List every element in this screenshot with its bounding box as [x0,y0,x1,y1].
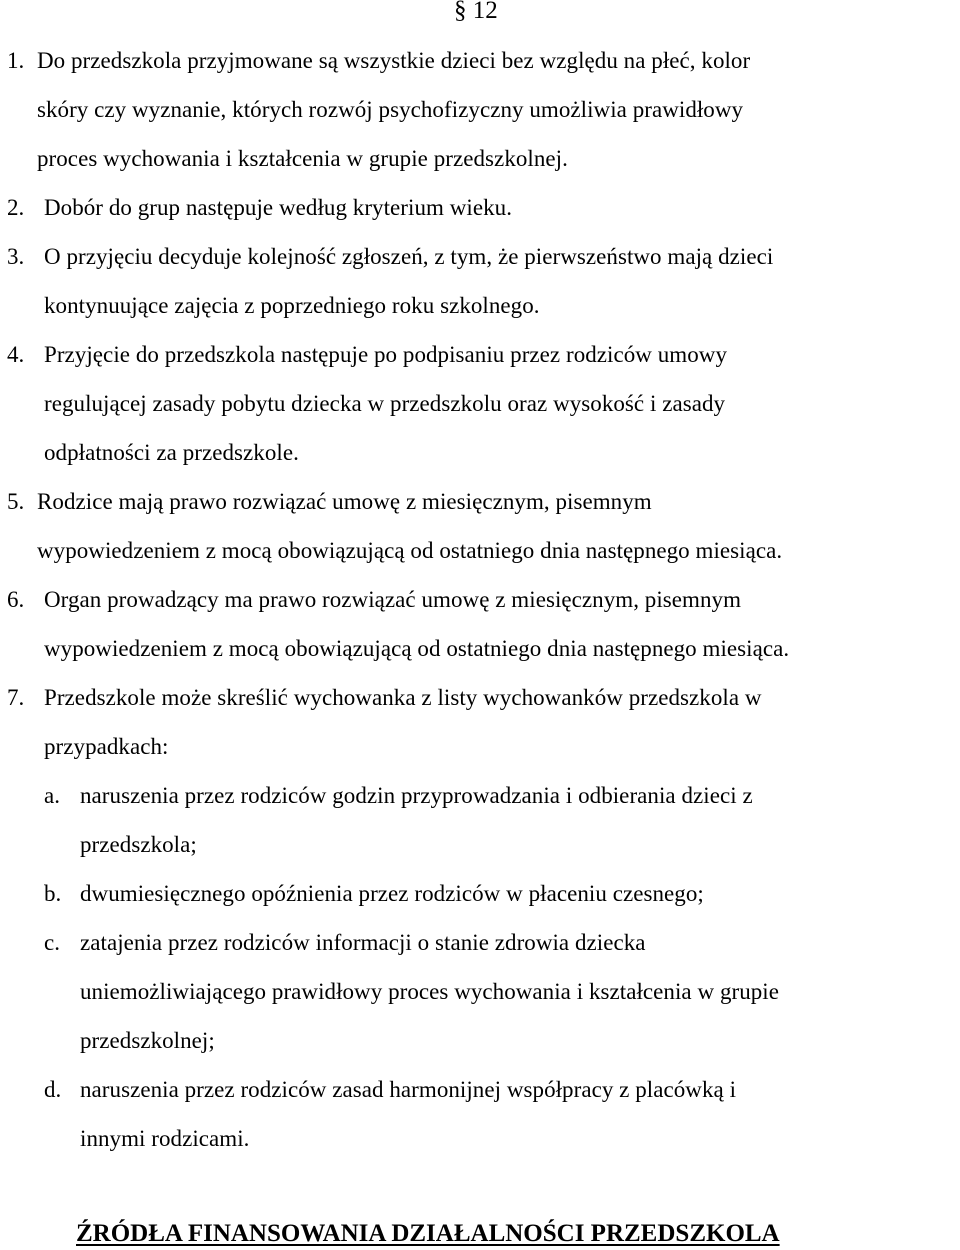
item-text-line: Przyjęcie do przedszkola następuje po podpisaniu przez rodziców umowy [44,342,728,367]
item-number: 6. [7,587,25,612]
item-number: 4. [7,342,25,367]
subitem-text-line: innymi rodzicami. [80,1126,250,1151]
item-number: 7. [7,685,25,710]
item-text-line: Organ prowadzący ma prawo rozwiązać umowę z miesięcznym, pisemnym [44,587,742,612]
item-text-line: skóry czy wyznanie, których rozwój psychofizyczny umożliwia prawidłowy [37,97,744,122]
subitem-text-line: uniemożliwiającego prawidłowy proces wychowania i kształcenia w grupie [80,979,780,1004]
item-text-line: Dobór do grup następuje według kryterium wieku. [44,195,512,220]
subitem-text-line: naruszenia przez rodziców zasad harmonijnej współpracy z placówką i [80,1077,737,1102]
item-text-line: regulującej zasady pobytu dziecka w przedszkolu oraz wysokość i zasady [44,391,726,416]
section-mark: § 12 [454,0,498,24]
subitem-text-line: przedszkola; [80,832,197,857]
subitem-text-line: przedszkolnej; [80,1028,215,1053]
item-text-line: Do przedszkola przyjmowane są wszystkie dzieci bez względu na płeć, kolor [37,48,751,73]
item-text-line: wypowiedzeniem z mocą obowiązującą od ostatniego dnia następnego miesiąca. [37,538,783,563]
item-number: 3. [7,244,25,269]
item-number: 1. [7,48,25,73]
subitem-letter: a. [44,783,61,808]
item-number: 2. [7,195,25,220]
subitem-letter: d. [44,1077,62,1102]
item-number: 5. [7,489,25,514]
item-text-line: proces wychowania i kształcenia w grupie przedszkolnej. [37,146,568,171]
item-text-line: wypowiedzeniem z mocą obowiązującą od ostatniego dnia następnego miesiąca. [44,636,790,661]
item-text-line: przypadkach: [44,734,169,759]
subitem-text-line: dwumiesięcznego opóźnienia przez rodziców w płaceniu czesnego; [80,881,704,906]
item-text-line: Rodzice mają prawo rozwiązać umowę z miesięcznym, pisemnym [37,489,652,514]
item-text-line: O przyjęciu decyduje kolejność zgłoszeń, z tym, że pierwszeństwo mają dzieci [44,244,774,269]
item-text-line: kontynuujące zajęcia z poprzedniego roku szkolnego. [44,293,540,318]
subitem-letter: b. [44,881,62,906]
item-text-line: odpłatności za przedszkole. [44,440,299,465]
subitem-letter: c. [44,930,61,955]
subitem-text-line: zatajenia przez rodziców informacji o stanie zdrowia dziecka [80,930,646,955]
subitem-text-line: naruszenia przez rodziców godzin przyprowadzania i odbierania dzieci z [80,783,753,808]
section-heading: ŹRÓDŁA FINANSOWANIA DZIAŁALNOŚCI PRZEDSZKOLA [76,1220,780,1247]
item-text-line: Przedszkole może skreślić wychowanka z listy wychowanków przedszkola w [44,685,762,710]
